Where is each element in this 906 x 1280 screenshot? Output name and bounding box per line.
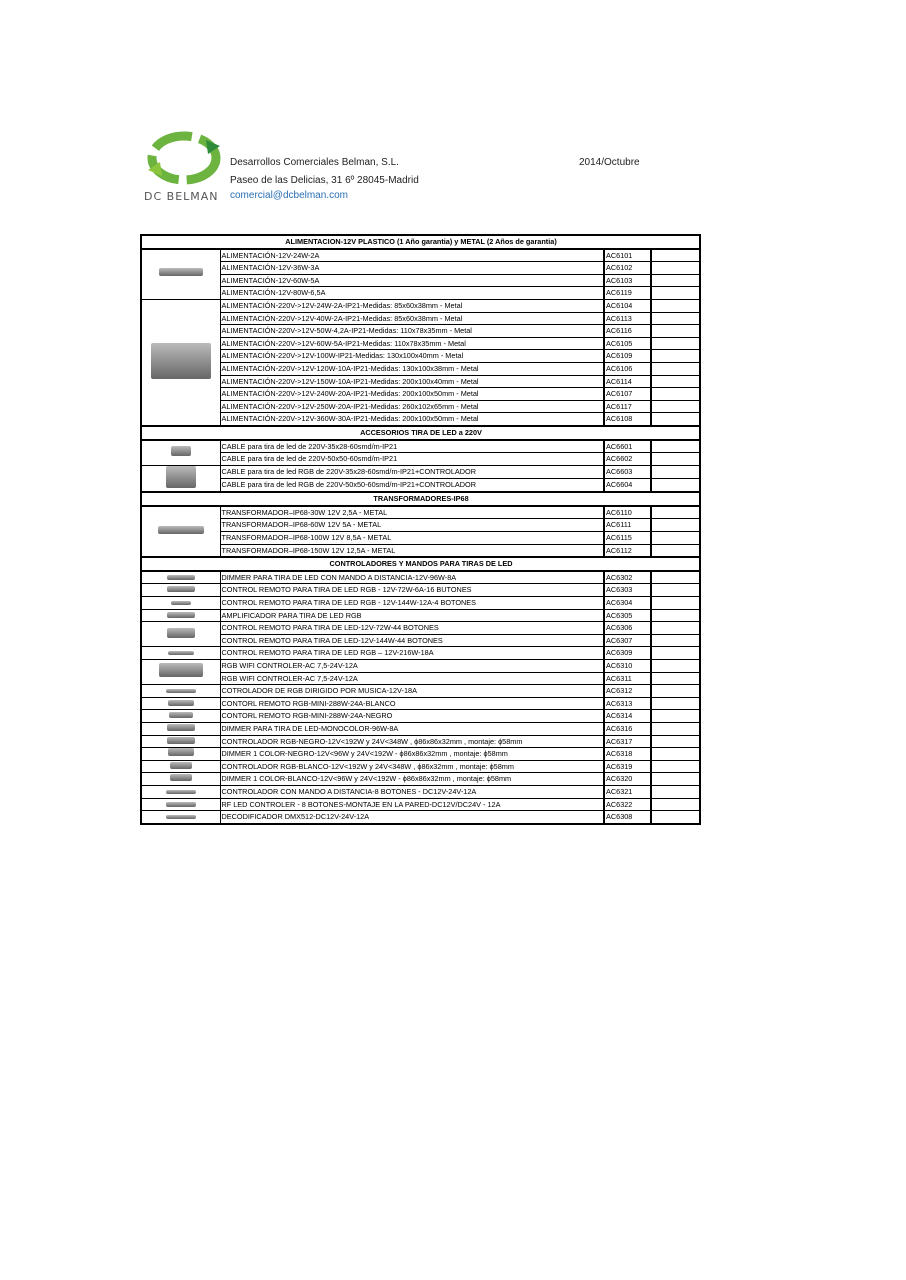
table-row xyxy=(141,544,700,557)
table-row xyxy=(141,325,700,338)
product-code: AC6303 xyxy=(604,584,651,597)
price-cell xyxy=(651,597,700,610)
product-price-table xyxy=(140,234,701,825)
controller-image xyxy=(167,612,195,618)
table-row xyxy=(141,660,700,673)
product-image-cell xyxy=(141,660,220,685)
product-code: AC6319 xyxy=(604,760,651,773)
product-description: ALIMENTACIÓN-220V->12V-120W-10A-IP21-Medidas: 130x100x38mm - Metal xyxy=(220,362,604,375)
product-code: AC6117 xyxy=(604,400,651,413)
product-code: AC6309 xyxy=(604,647,651,660)
product-description: CONTROLADOR RGB-NEGRO-12V<192W y 24V<348W , ϕ86x86x32mm , montaje: ϕ58mm xyxy=(220,735,604,748)
product-description: ALIMENTACIÓN-12V-80W-6,5A xyxy=(220,287,604,300)
controller-image xyxy=(168,700,194,706)
product-code: AC6317 xyxy=(604,735,651,748)
table-row xyxy=(141,312,700,325)
product-description: TRANSFORMADOR–IP68-150W 12V 12,5A - METAL xyxy=(220,544,604,557)
product-description: DIMMER PARA TIRA DE LED CON MANDO A DISTANCIA-12V-96W-8A xyxy=(220,571,604,584)
product-code: AC6314 xyxy=(604,710,651,723)
product-description: CONTORL REMOTO RGB-MINI-288W-24A-NEGRO xyxy=(220,710,604,723)
product-code: AC6302 xyxy=(604,571,651,584)
price-cell xyxy=(651,299,700,312)
product-image-cell xyxy=(141,735,220,748)
table-row xyxy=(141,647,700,660)
table-row xyxy=(141,413,700,426)
table-row xyxy=(141,609,700,622)
product-description: ALIMENTACIÓN-12V-24W-2A xyxy=(220,249,604,262)
price-cell xyxy=(651,571,700,584)
product-image-cell xyxy=(141,571,220,584)
table-row xyxy=(141,773,700,786)
product-code: AC6111 xyxy=(604,519,651,532)
price-cell xyxy=(651,249,700,262)
price-cell xyxy=(651,760,700,773)
price-cell xyxy=(651,544,700,557)
product-image-cell xyxy=(141,465,220,492)
price-cell xyxy=(651,584,700,597)
table-row xyxy=(141,722,700,735)
product-description: CONTROLADOR CON MANDO A DISTANCIA-8 BOTONES - DC12V-24V-12A xyxy=(220,785,604,798)
product-code: AC6110 xyxy=(604,506,651,519)
table-row xyxy=(141,375,700,388)
product-description: ALIMENTACIÓN-220V->12V-50W-4,2A-IP21-Medidas: 110x78x35mm - Metal xyxy=(220,325,604,338)
product-image-cell xyxy=(141,773,220,786)
product-description: ALIMENTACIÓN-12V-36W-3A xyxy=(220,262,604,275)
controller-image xyxy=(166,802,196,807)
price-cell xyxy=(651,722,700,735)
section-title: ALIMENTACION-12V PLASTICO (1 Año garantia) y METAL (2 Años de garantia) xyxy=(141,235,700,249)
section-header-row xyxy=(141,235,700,249)
product-image-cell xyxy=(141,722,220,735)
table-row xyxy=(141,350,700,363)
product-code: AC6313 xyxy=(604,697,651,710)
product-image-cell xyxy=(141,249,220,300)
price-cell xyxy=(651,350,700,363)
rgb-cable-controller-image xyxy=(166,466,196,488)
product-code: AC6321 xyxy=(604,785,651,798)
table-row xyxy=(141,697,700,710)
section-header-row xyxy=(141,492,700,506)
product-image-cell xyxy=(141,798,220,811)
product-image-cell xyxy=(141,785,220,798)
table-row xyxy=(141,571,700,584)
logo-text: DC BELMAN xyxy=(144,190,219,203)
table-row xyxy=(141,748,700,761)
product-code: AC6104 xyxy=(604,299,651,312)
product-code: AC6106 xyxy=(604,362,651,375)
product-description: ALIMENTACIÓN-220V->12V-24W-2A-IP21-Medidas: 85x60x38mm - Metal xyxy=(220,299,604,312)
price-cell xyxy=(651,748,700,761)
product-code: AC6103 xyxy=(604,274,651,287)
product-image-cell xyxy=(141,584,220,597)
table-row xyxy=(141,337,700,350)
product-code: AC6115 xyxy=(604,532,651,545)
table-row xyxy=(141,597,700,610)
table-row xyxy=(141,519,700,532)
remote-image xyxy=(167,628,195,638)
product-code: AC6310 xyxy=(604,660,651,673)
product-description: AMPLIFICADOR PARA TIRA DE LED RGB xyxy=(220,609,604,622)
product-description: ALIMENTACIÓN-220V->12V-250W-20A-IP21-Medidas: 260x102x65mm - Metal xyxy=(220,400,604,413)
product-code: AC6112 xyxy=(604,544,651,557)
product-description: ALIMENTACIÓN-220V->12V-100W-IP21-Medidas: 130x100x40mm - Metal xyxy=(220,350,604,363)
product-code: AC6114 xyxy=(604,375,651,388)
table-row xyxy=(141,506,700,519)
controller-image xyxy=(168,748,194,756)
product-description: DECODIFICADOR DMX512-DC12V-24V-12A xyxy=(220,811,604,824)
product-description: ALIMENTACIÓN-220V->12V-360W-30A-IP21-Medidas: 200x100x50mm - Metal xyxy=(220,413,604,426)
product-image-cell xyxy=(141,697,220,710)
table-row xyxy=(141,532,700,545)
price-cell xyxy=(651,634,700,647)
price-cell xyxy=(651,647,700,660)
price-cell xyxy=(651,478,700,492)
product-code: AC6101 xyxy=(604,249,651,262)
product-description: CABLE para tira de led de 220V-50x50-60smd/m-IP21 xyxy=(220,453,604,466)
wifi-controller-image xyxy=(159,663,203,677)
product-image-cell xyxy=(141,622,220,647)
product-description: CONTROL REMOTO PARA TIRA DE LED RGB - 12V-144W-12A-4 BOTONES xyxy=(220,597,604,610)
product-code: AC6107 xyxy=(604,388,651,401)
product-description: CONTROLADOR RGB-BLANCO-12V<192W y 24V<348W , ϕ86x32mm , montaje: ϕ58mm xyxy=(220,760,604,773)
table-row xyxy=(141,249,700,262)
product-code: AC6305 xyxy=(604,609,651,622)
product-description: TRANSFORMADOR–IP68-60W 12V 5A - METAL xyxy=(220,519,604,532)
document-date: 2014/Octubre xyxy=(579,157,640,168)
product-description: TRANSFORMADOR–IP68-100W 12V 8,5A - METAL xyxy=(220,532,604,545)
table-row xyxy=(141,584,700,597)
product-description: TRANSFORMADOR–IP68-30W 12V 2,5A - METAL xyxy=(220,506,604,519)
table-row xyxy=(141,634,700,647)
price-cell xyxy=(651,798,700,811)
table-row xyxy=(141,274,700,287)
controller-image xyxy=(170,762,192,769)
product-description: CONTROL REMOTO PARA TIRA DE LED-12V-72W-44 BOTONES xyxy=(220,622,604,635)
controller-image xyxy=(166,790,196,794)
product-code: AC6307 xyxy=(604,634,651,647)
price-cell xyxy=(651,660,700,673)
price-cell xyxy=(651,773,700,786)
price-cell xyxy=(651,532,700,545)
product-code: AC6119 xyxy=(604,287,651,300)
product-description: ALIMENTACIÓN-12V-60W-5A xyxy=(220,274,604,287)
product-description: COTROLADOR DE RGB DIRIGIDO POR MUSICA-12V-18A xyxy=(220,685,604,698)
table-row xyxy=(141,685,700,698)
price-cell xyxy=(651,685,700,698)
price-cell xyxy=(651,287,700,300)
plastic-power-adapter-image xyxy=(159,268,203,276)
product-image-cell xyxy=(141,811,220,824)
table-row xyxy=(141,785,700,798)
product-image-cell xyxy=(141,299,220,425)
section-header-row xyxy=(141,426,700,440)
product-description: DIMMER 1 COLOR-NEGRO-12V<96W y 24V<192W - ϕ86x86x32mm , montaje: ϕ58mm xyxy=(220,748,604,761)
company-name: Desarrollos Comerciales Belman, S.L. xyxy=(230,157,399,168)
product-description: CABLE para tira de led RGB de 220V-35x28-60smd/m-IP21+CONTROLADOR xyxy=(220,465,604,478)
price-cell xyxy=(651,362,700,375)
product-code: AC6601 xyxy=(604,440,651,453)
table-row xyxy=(141,760,700,773)
price-cell xyxy=(651,785,700,798)
product-image-cell xyxy=(141,647,220,660)
table-row xyxy=(141,465,700,478)
product-image-cell xyxy=(141,597,220,610)
table-row xyxy=(141,299,700,312)
price-cell xyxy=(651,465,700,478)
cable-image xyxy=(171,446,191,456)
product-code: AC6102 xyxy=(604,262,651,275)
product-code: AC6108 xyxy=(604,413,651,426)
table-row xyxy=(141,388,700,401)
product-code: AC6316 xyxy=(604,722,651,735)
section-title: ACCESORIOS TIRA DE LED a 220V xyxy=(141,426,700,440)
price-cell xyxy=(651,312,700,325)
product-code: AC6308 xyxy=(604,811,651,824)
controller-image xyxy=(167,724,195,731)
price-cell xyxy=(651,400,700,413)
table-row xyxy=(141,710,700,723)
price-cell xyxy=(651,609,700,622)
price-cell xyxy=(651,710,700,723)
product-code: AC6604 xyxy=(604,478,651,492)
product-description: CABLE para tira de led RGB de 220V-50x50-60smd/m-IP21+CONTROLADOR xyxy=(220,478,604,492)
product-code: AC6304 xyxy=(604,597,651,610)
metal-power-supply-image xyxy=(151,343,211,379)
price-cell xyxy=(651,519,700,532)
table-row xyxy=(141,811,700,824)
product-code: AC6603 xyxy=(604,465,651,478)
price-cell xyxy=(651,262,700,275)
price-cell xyxy=(651,337,700,350)
price-cell xyxy=(651,274,700,287)
product-description: CONTROL REMOTO PARA TIRA DE LED RGB - 12V-72W-6A-16 BUTONES xyxy=(220,584,604,597)
product-image-cell xyxy=(141,748,220,761)
price-cell xyxy=(651,375,700,388)
company-address: Paseo de las Delicias, 31 6º 28045-Madrid xyxy=(230,175,419,186)
product-code: AC6312 xyxy=(604,685,651,698)
product-code: AC6320 xyxy=(604,773,651,786)
product-image-cell xyxy=(141,710,220,723)
section-title: CONTROLADORES Y MANDOS PARA TIRAS DE LED xyxy=(141,557,700,571)
product-description: CONTROL REMOTO PARA TIRA DE LED-12V-144W-44 BOTONES xyxy=(220,634,604,647)
product-code: AC6322 xyxy=(604,798,651,811)
table-row xyxy=(141,622,700,635)
product-description: DIMMER 1 COLOR-BLANCO-12V<96W y 24V<192W - ϕ86x86x32mm , montaje: ϕ58mm xyxy=(220,773,604,786)
table-row xyxy=(141,362,700,375)
table-row xyxy=(141,262,700,275)
product-code: AC6109 xyxy=(604,350,651,363)
section-title: TRANSFORMADORES-IP68 xyxy=(141,492,700,506)
product-description: CONTROL REMOTO PARA TIRA DE LED RGB – 12V-216W-18A xyxy=(220,647,604,660)
product-description: ALIMENTACIÓN-220V->12V-40W-2A-IP21-Medidas: 85x60x38mm - Metal xyxy=(220,312,604,325)
product-code: AC6116 xyxy=(604,325,651,338)
controller-image xyxy=(167,575,195,580)
product-code: AC6113 xyxy=(604,312,651,325)
product-image-cell xyxy=(141,609,220,622)
section-header-row xyxy=(141,557,700,571)
product-image-cell xyxy=(141,685,220,698)
price-cell xyxy=(651,413,700,426)
controller-image xyxy=(167,586,195,592)
product-description: RF LED CONTROLER - 8 BOTONES-MONTAJE EN LA PARED-DC12V/DC24V - 12A xyxy=(220,798,604,811)
price-cell xyxy=(651,811,700,824)
product-description: ALIMENTACIÓN-220V->12V-60W-5A-IP21-Medidas: 110x78x35mm - Metal xyxy=(220,337,604,350)
price-cell xyxy=(651,325,700,338)
table-row xyxy=(141,287,700,300)
price-cell xyxy=(651,440,700,453)
controller-image xyxy=(170,774,192,781)
product-code: AC6318 xyxy=(604,748,651,761)
product-description: ALIMENTACIÓN-220V->12V-150W-10A-IP21-Medidas: 200x100x40mm - Metal xyxy=(220,375,604,388)
price-cell xyxy=(651,622,700,635)
controller-image xyxy=(169,712,193,718)
product-description: CABLE para tira de led de 220V-35x28-60smd/m-IP21 xyxy=(220,440,604,453)
controller-image xyxy=(168,651,194,655)
table-row xyxy=(141,672,700,685)
product-description: CONTORL REMOTO RGB-MINI-288W-24A-BLANCO xyxy=(220,697,604,710)
price-cell xyxy=(651,672,700,685)
product-code: AC6105 xyxy=(604,337,651,350)
product-code: AC6602 xyxy=(604,453,651,466)
price-cell xyxy=(651,735,700,748)
table-row xyxy=(141,440,700,453)
product-description: DIMMER PARA TIRA DE LED-MONOCOLOR-96W-8A xyxy=(220,722,604,735)
ip68-transformer-image xyxy=(158,526,204,534)
controller-image xyxy=(167,737,195,744)
product-image-cell xyxy=(141,760,220,773)
price-cell xyxy=(651,453,700,466)
table-row xyxy=(141,735,700,748)
price-cell xyxy=(651,697,700,710)
controller-image xyxy=(166,689,196,693)
price-cell xyxy=(651,388,700,401)
product-image-cell xyxy=(141,440,220,466)
product-code: AC6311 xyxy=(604,672,651,685)
table-row xyxy=(141,798,700,811)
controller-image xyxy=(166,815,196,819)
product-code: AC6306 xyxy=(604,622,651,635)
table-row xyxy=(141,400,700,413)
company-email-link[interactable]: comercial@dcbelman.com xyxy=(230,190,348,201)
product-image-cell xyxy=(141,506,220,557)
product-description: RGB WIFI CONTROLER-AC 7,5-24V-12A xyxy=(220,672,604,685)
price-cell xyxy=(651,506,700,519)
table-row xyxy=(141,453,700,466)
table-row xyxy=(141,478,700,492)
product-description: ALIMENTACIÓN-220V->12V-240W-20A-IP21-Medidas: 200x100x50mm - Metal xyxy=(220,388,604,401)
product-description: RGB WIFI CONTROLER-AC 7,5-24V-12A xyxy=(220,660,604,673)
controller-image xyxy=(171,601,191,605)
